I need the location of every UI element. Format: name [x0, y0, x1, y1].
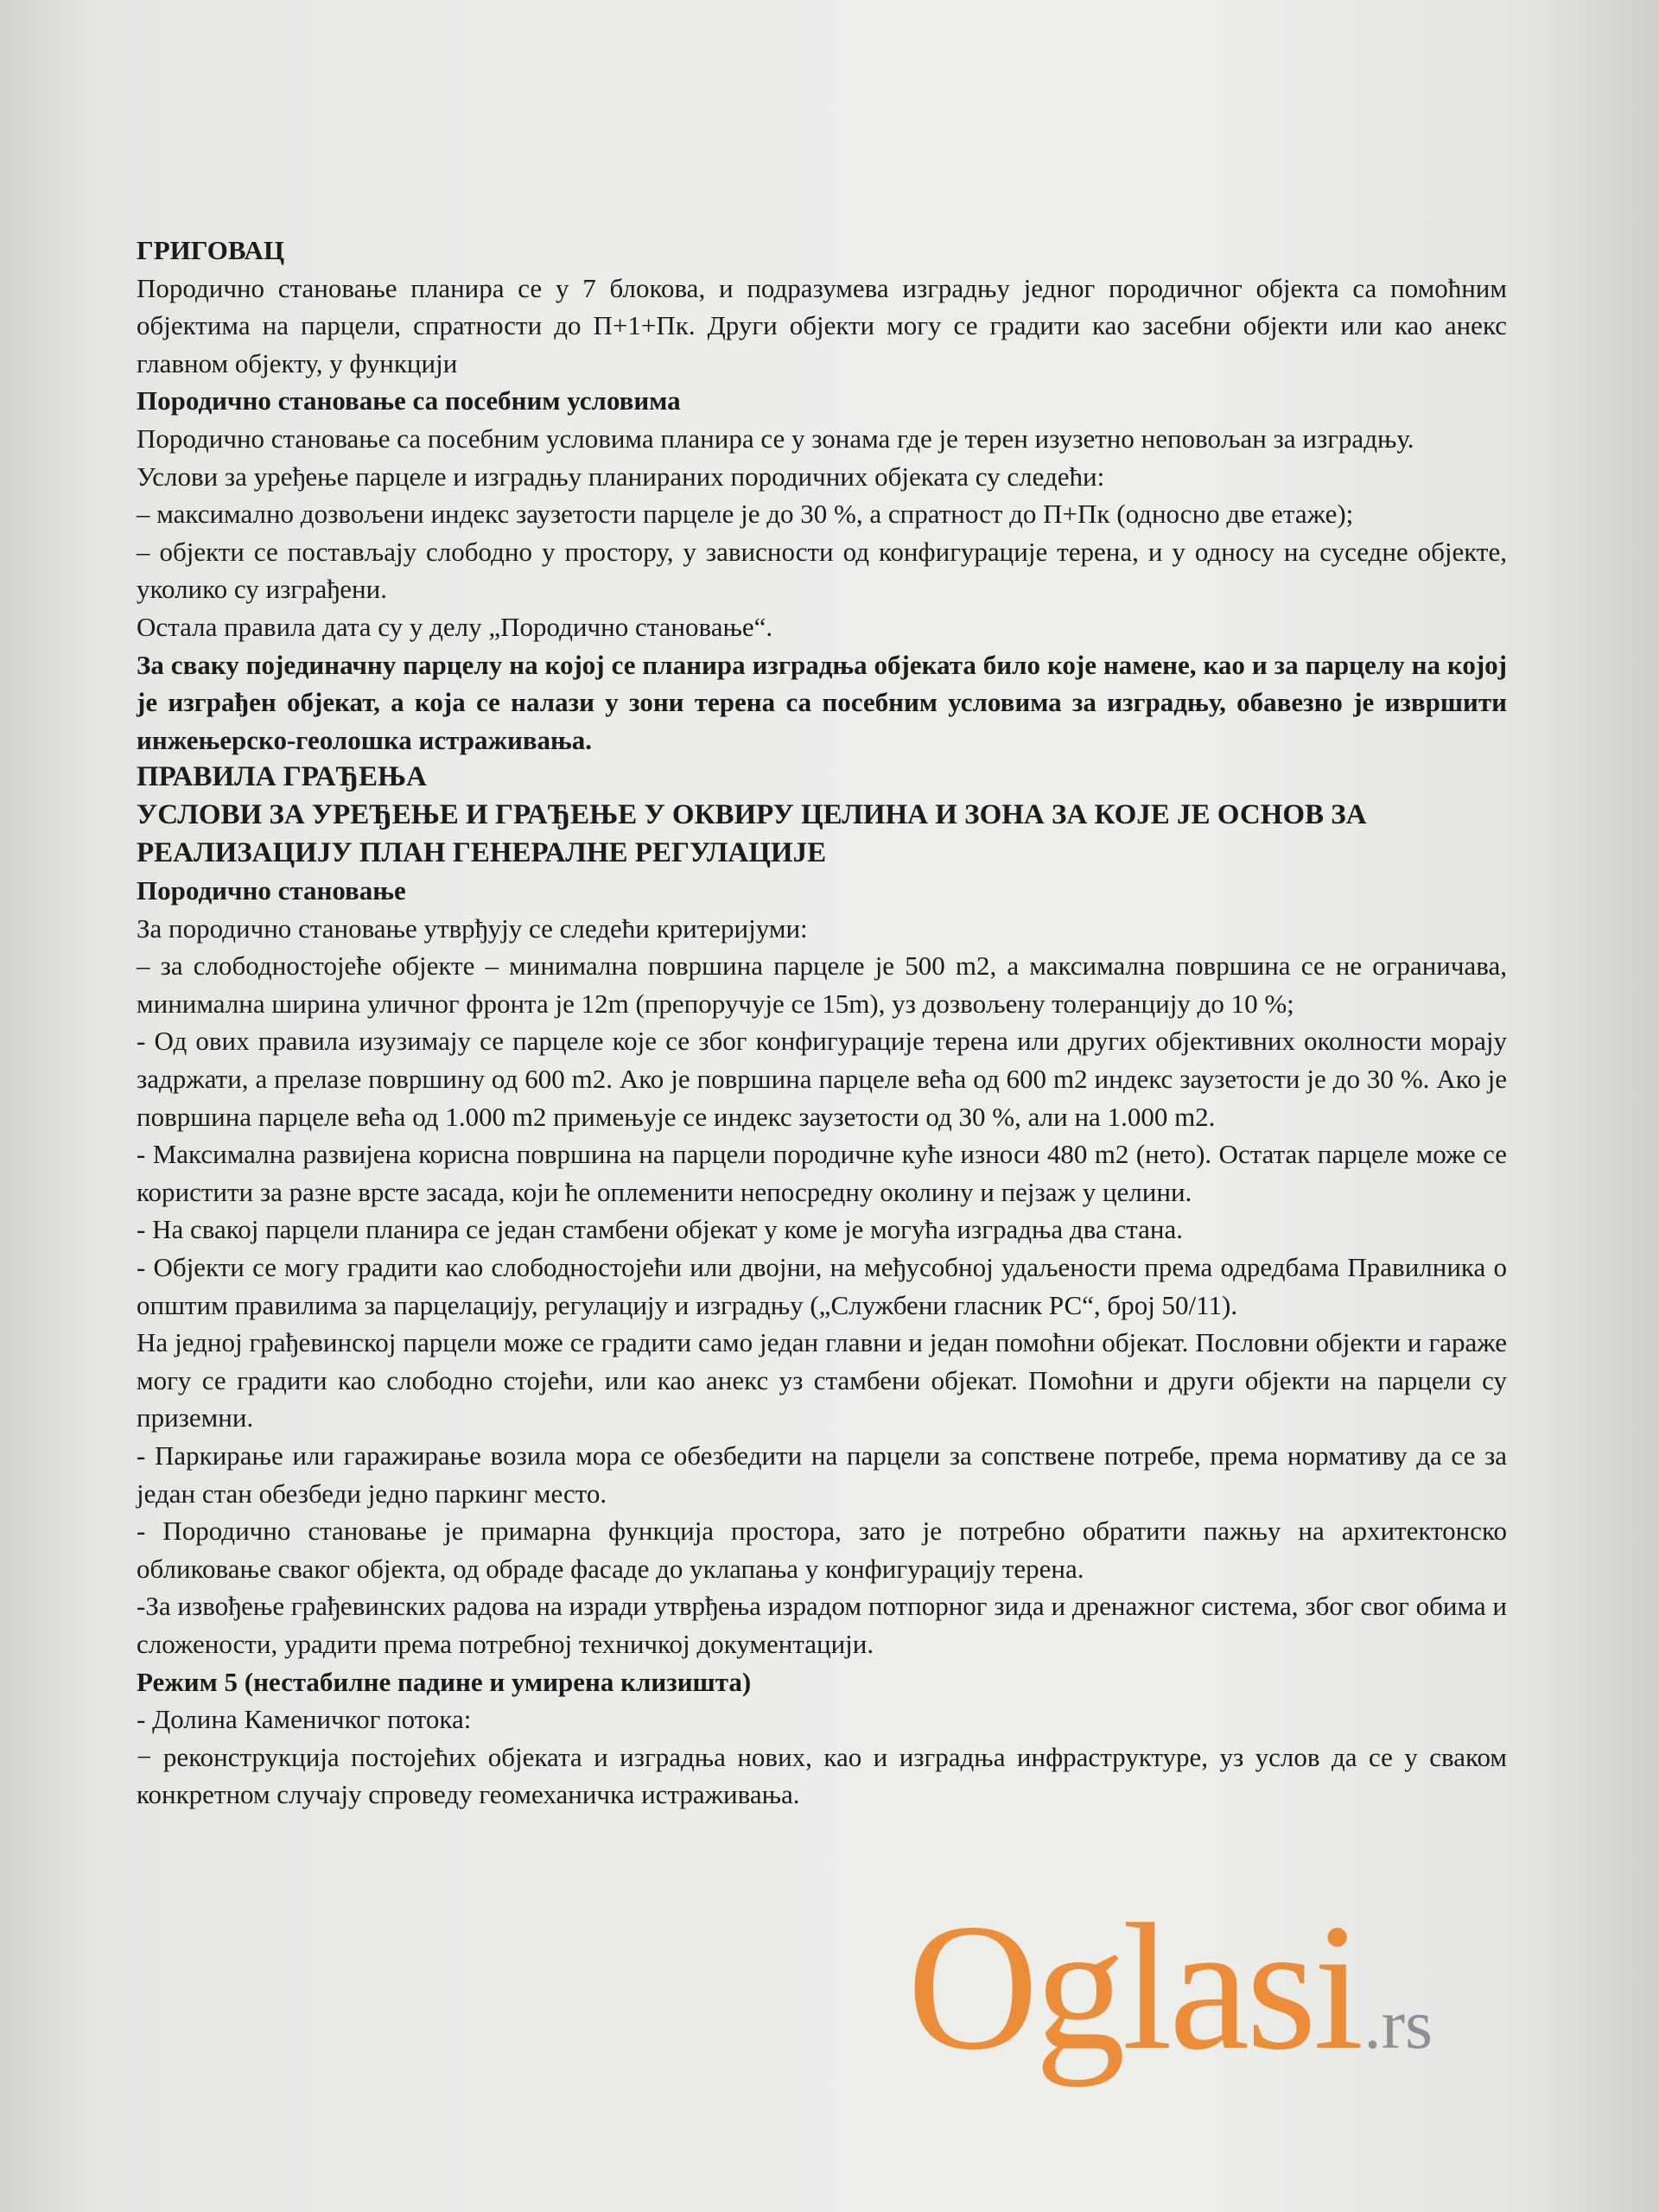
- paragraph: Услови за уређење парцеле и изградњу планираних породичних објеката су следећи:: [137, 461, 1105, 492]
- list-item: - Паркирање или гаражирање возила мора се обезбедити на парцели за сопствене потребе, према нормативу да се за један стан обезбеди једно паркинг место.: [137, 1440, 1507, 1509]
- list-item: - Породично становање је примарна функција простора, зато је потребно обратити пажњу на архитектонско обликовање сваког објекта, од обраде фасаде до уклапања у конфигурацију терена.: [137, 1516, 1507, 1584]
- heading-conditions: УСЛОВИ ЗА УРЕЂЕЊЕ И ГРАЂЕЊЕ У ОКВИРУ ЦЕЛИНА И ЗОНА ЗА КОЈЕ ЈЕ ОСНОВ ЗА РЕАЛИЗАЦИЈУ ПЛАН ГЕНЕРАЛНЕ РЕГУЛАЦИЈЕ: [137, 798, 1367, 868]
- heading-regime-5: Режим 5 (нестабилне падине и умирена клизишта): [137, 1666, 752, 1697]
- paragraph: На једној грађевинској парцели може се градити само један главни и један помоћни објекат. Пословни објекти и гараже могу се градити као слободно стојећи, или као анекс уз стамбени објекат. Помоћни и други објекти на парцели су приземни.: [137, 1327, 1507, 1433]
- watermark-tld: .rs: [1363, 1985, 1433, 2063]
- list-item: - Од ових правила изузимају се парцеле које се због конфигурације терена или других објективних околности морају задржати, а прелазе површину од 600 m2. Ако је површина парцеле већа од 600 m2 индекс заузетости је до 30 %. Ако је површина парцеле већа од 1.000 m2 примењује се индекс заузетости од 30 %, али на 1.000 m2.: [137, 1026, 1507, 1132]
- list-item: − реконструкција постојећих објеката и изградња нових, као и изградња инфраструктуре, уз услов да се у сваком конкретном случају спроведу геомеханичка истраживања.: [137, 1741, 1507, 1810]
- list-item: – максимално дозвољени индекс заузетости парцеле је до 30 %, а спратност до П+Пк (односно две етаже);: [137, 499, 1354, 530]
- list-item: – за слободностојеће објекте – минимална површина парцеле је 500 m2, а максимална површина се не ограничава, минимална ширина уличног фронта је 12m (препоручује се 15m), уз дозвољену толеранцију до 10 %;: [137, 950, 1507, 1019]
- paragraph: Остала правила дата су у делу „Породично становање“.: [137, 611, 773, 642]
- paragraph: За породично становање утврђују се следећи критеријуми:: [137, 912, 808, 944]
- list-item: – објекти се постављају слободно у простору, у зависности од конфигурације терена, и у односу на суседне објекте, уколико су изграђени.: [137, 536, 1507, 605]
- list-item: - На свакој парцели планира се један стамбени објекат у коме је могућа изградња два стана.: [137, 1214, 1183, 1245]
- document-page: [137, 232, 1507, 1814]
- list-item: - Долина Каменичког потока:: [137, 1704, 472, 1735]
- heading-family-housing: Породично становање: [137, 875, 406, 906]
- heading-building-rules: ПРАВИЛА ГРАЂЕЊА: [137, 761, 427, 793]
- paragraph: Породично становање са посебним условима планира се у зонама где је терен изузетно неповољан за изградњу.: [137, 423, 1414, 454]
- paragraph: Породично становање планира се у 7 блокова, и подразумева изградњу једног породичног објекта са помоћним објектима на парцели, спратности до П+1+Пк. Други објекти могу се градити као засебни објекти или као анекс главном објекту, у функцији: [137, 272, 1507, 378]
- list-item: -За извођење грађевинских радова на изради утврђења израдом потпорног зида и дренажног система, због свог обима и сложености, урадити према потребној техничкој документацији.: [137, 1591, 1507, 1659]
- oglasi-watermark-logo: [907, 1887, 1433, 2088]
- watermark-brand: Oglasi: [907, 1887, 1361, 2088]
- list-item: - Објекти се могу градити као слободностојећи или двојни, на међусобној удаљености према одредбама Правилника о општим правилима за парцелацију, регулацију и изградњу („Службени гласник РС“, број 50/11).: [137, 1252, 1507, 1320]
- list-item: - Максимална развијена корисна површина на парцели породичне куће износи 480 m2 (нето). Остатак парцеле може се користити за разне врсте засада, који ће оплеменити непосредну околину и пејзаж у целини.: [137, 1139, 1507, 1207]
- heading-special-conditions: Породично становање са посебним условима: [137, 385, 681, 416]
- bold-notice-paragraph: За сваку појединачну парцелу на којој се планира изградња објеката било које намене, као и за парцелу на којој је изграђен објекат, а која се налази у зони терена са посебним условима за изградњу, обавезно је извршити инжењерско-геолошка истраживања.: [137, 649, 1507, 755]
- heading-grigovac: ГРИГОВАЦ: [137, 235, 285, 265]
